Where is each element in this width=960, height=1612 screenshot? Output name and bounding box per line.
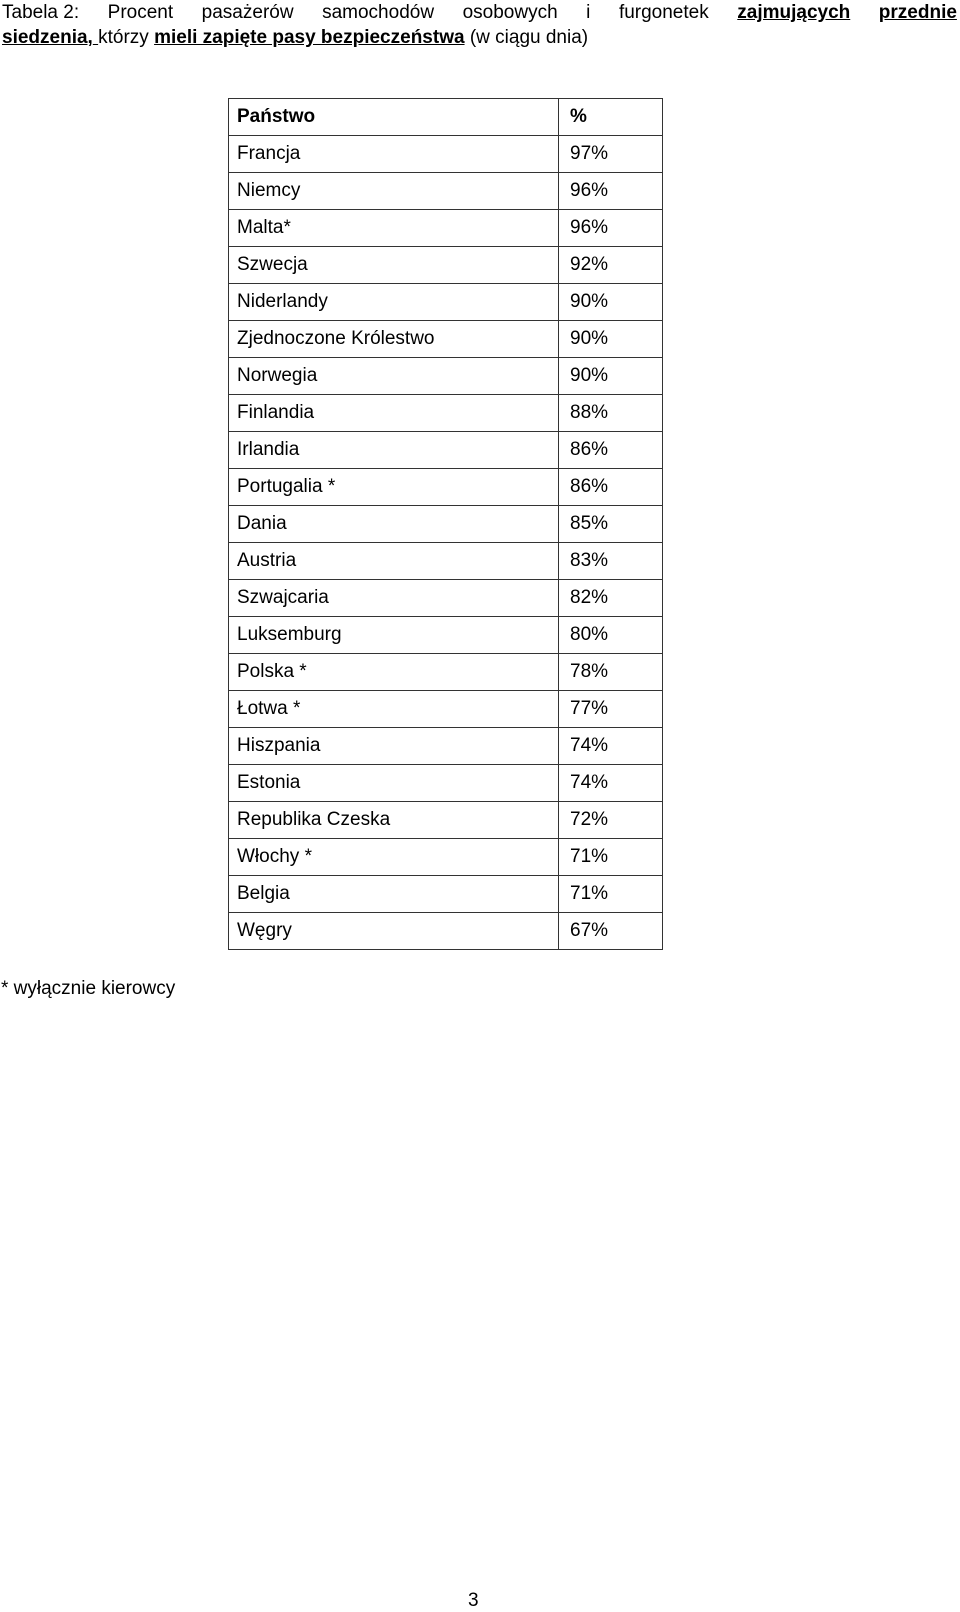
page-number: 3 bbox=[468, 1590, 479, 1611]
seatbelt-table bbox=[228, 98, 663, 950]
table-row bbox=[229, 691, 663, 728]
cell-percent: 90% bbox=[559, 321, 663, 358]
table-row bbox=[229, 802, 663, 839]
table-header-row bbox=[229, 99, 663, 136]
caption-word: furgonetek bbox=[618, 2, 709, 23]
caption-emphasis: mieli zapięte pasy bezpieczeństwa bbox=[154, 27, 465, 48]
cell-percent: 88% bbox=[559, 395, 663, 432]
table-row bbox=[229, 617, 663, 654]
cell-country: Malta* bbox=[229, 210, 559, 247]
cell-country: Łotwa * bbox=[229, 691, 559, 728]
caption-tail: (w ciągu dnia) bbox=[469, 27, 589, 48]
table-row bbox=[229, 432, 663, 469]
cell-country: Hiszpania bbox=[229, 728, 559, 765]
cell-percent: 83% bbox=[559, 543, 663, 580]
cell-percent: 82% bbox=[559, 580, 663, 617]
cell-country: Zjednoczone Królestwo bbox=[229, 321, 559, 358]
cell-percent: 90% bbox=[559, 284, 663, 321]
header-percent: % bbox=[559, 99, 663, 136]
caption-word: którzy bbox=[98, 27, 149, 48]
cell-country: Polska * bbox=[229, 654, 559, 691]
table-caption bbox=[2, 0, 957, 50]
table-row bbox=[229, 580, 663, 617]
cell-percent: 78% bbox=[559, 654, 663, 691]
cell-country: Finlandia bbox=[229, 395, 559, 432]
caption-emphasis: przednie bbox=[878, 2, 957, 23]
table-row bbox=[229, 876, 663, 913]
table-row bbox=[229, 913, 663, 950]
caption-emphasis: zajmujących bbox=[737, 2, 851, 23]
cell-percent: 80% bbox=[559, 617, 663, 654]
cell-country: Luksemburg bbox=[229, 617, 559, 654]
table-row bbox=[229, 136, 663, 173]
cell-percent: 97% bbox=[559, 136, 663, 173]
cell-percent: 86% bbox=[559, 469, 663, 506]
cell-percent: 67% bbox=[559, 913, 663, 950]
cell-country: Szwajcaria bbox=[229, 580, 559, 617]
cell-percent: 90% bbox=[559, 358, 663, 395]
cell-country: Szwecja bbox=[229, 247, 559, 284]
cell-percent: 71% bbox=[559, 876, 663, 913]
table-row bbox=[229, 395, 663, 432]
caption-word: osobowych bbox=[462, 2, 558, 23]
cell-percent: 96% bbox=[559, 173, 663, 210]
table-row bbox=[229, 543, 663, 580]
cell-percent: 71% bbox=[559, 839, 663, 876]
cell-country: Dania bbox=[229, 506, 559, 543]
table-row bbox=[229, 358, 663, 395]
footnote: * wyłącznie kierowcy bbox=[1, 978, 176, 999]
table-row bbox=[229, 247, 663, 284]
caption-line-2 bbox=[2, 25, 957, 50]
caption-line-1 bbox=[2, 0, 957, 25]
table-row bbox=[229, 654, 663, 691]
caption-word: samochodów bbox=[322, 2, 435, 23]
cell-percent: 92% bbox=[559, 247, 663, 284]
table-row bbox=[229, 173, 663, 210]
cell-country: Niemcy bbox=[229, 173, 559, 210]
caption-word: pasażerów bbox=[201, 2, 294, 23]
table-row bbox=[229, 506, 663, 543]
cell-country: Włochy * bbox=[229, 839, 559, 876]
cell-percent: 72% bbox=[559, 802, 663, 839]
cell-percent: 86% bbox=[559, 432, 663, 469]
caption-word: i bbox=[586, 2, 591, 23]
cell-country: Portugalia * bbox=[229, 469, 559, 506]
table-row bbox=[229, 321, 663, 358]
table-row bbox=[229, 469, 663, 506]
table-row bbox=[229, 839, 663, 876]
caption-word: Procent bbox=[107, 2, 174, 23]
cell-country: Francja bbox=[229, 136, 559, 173]
cell-percent: 77% bbox=[559, 691, 663, 728]
cell-country: Austria bbox=[229, 543, 559, 580]
cell-country: Węgry bbox=[229, 913, 559, 950]
caption-emphasis: siedzenia, bbox=[2, 27, 93, 48]
cell-percent: 96% bbox=[559, 210, 663, 247]
cell-country: Niderlandy bbox=[229, 284, 559, 321]
caption-label: Tabela 2: bbox=[2, 2, 80, 23]
table-row bbox=[229, 765, 663, 802]
cell-percent: 74% bbox=[559, 765, 663, 802]
table-row bbox=[229, 728, 663, 765]
header-country: Państwo bbox=[229, 99, 559, 136]
cell-percent: 85% bbox=[559, 506, 663, 543]
cell-country: Irlandia bbox=[229, 432, 559, 469]
table-row bbox=[229, 210, 663, 247]
cell-country: Estonia bbox=[229, 765, 559, 802]
cell-country: Belgia bbox=[229, 876, 559, 913]
cell-percent: 74% bbox=[559, 728, 663, 765]
cell-country: Norwegia bbox=[229, 358, 559, 395]
cell-country: Republika Czeska bbox=[229, 802, 559, 839]
table-row bbox=[229, 284, 663, 321]
